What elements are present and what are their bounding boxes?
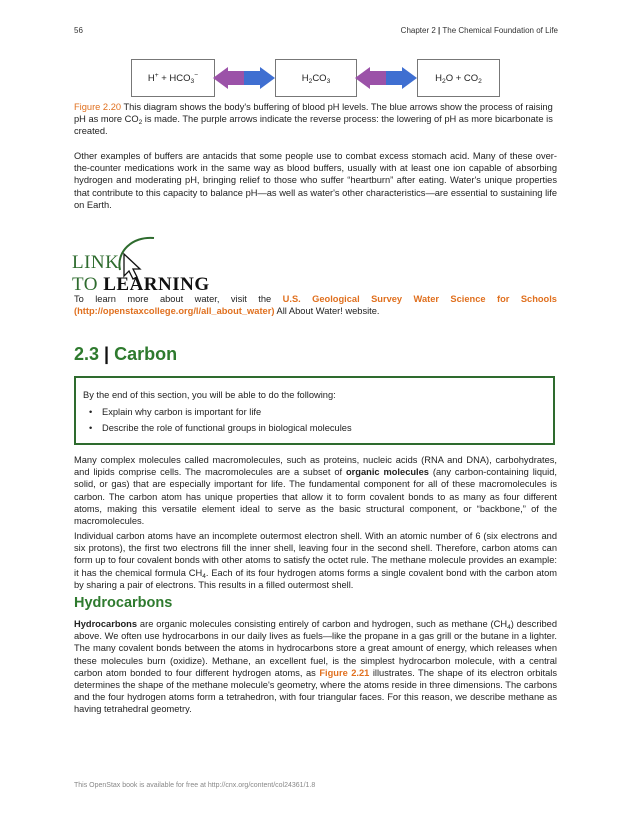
purple-arrow-icon [355,67,386,89]
reactant-box [131,59,215,97]
buffer-diagram [0,59,630,97]
usgs-water-link[interactable]: U.S. Geological Survey Water Science for Schools (http://openstaxcollege.org/l/all_about_water) [74,294,557,317]
blue-arrow-icon [386,67,417,89]
figure-label: Figure 2.20 [74,102,122,112]
buffers-paragraph: Other examples of buffers are antacids that some people use to combat excess stomach acid. Many of these over-the-counter medications work in the same way as blood buffers, usually with at least one ion capable of absorbing hydrogen and moderating pH, bringing relief to those who suffer “heartburn” after eating. Water's unique properties that contribute to this capacity to balance pH—as well as water's other characteristics—are essential to sustaining life on Earth. [74,151,557,210]
term-organic-molecules: organic molecules [346,467,429,478]
term-hydrocarbons: Hydrocarbons [74,619,138,629]
carbon-paragraph: Individual carbon atoms have an incomplete outermost electron shell. With an atomic number of 6 (six electrons and six protons), the first two electrons fill the inner shell, leaving four in the second shell. Therefore, carbon atoms can form up to four covalent bonds with other atoms to satisfy the octet rule. The methane molecule provides an example: it has the chemical formula $CH_4$. Each of its four hydrogen atoms forms a single covalent bond with the carbon atom by sharing a pair of electrons. This results in a filled outermost shell. [74,531,557,590]
learning-objectives-box [74,376,555,445]
footer-note: This OpenStax book is available for free at http://cnx.org/content/col24361/1.8 [74,782,316,789]
learning-word: LEARNING [103,274,210,295]
figure-2-21-link[interactable]: Figure 2.21 [319,667,370,678]
purple-arrow-icon [213,67,244,89]
hydrocarbons-paragraph: Hydrocarbons are organic molecules consisting entirely of carbon and hydrogen, such as methane $(CH_4)$ described above. We often use hydrocarbons in our daily lives as fuels—like the propane in a gas grill or the butane in a lighter. The many covalent bonds between the atoms in hydrocarbons store a great amount of energy, which releases when these molecules burn (oxidize). Methane, an excellent fuel, is the simplest hydrocarbon molecule, with a central carbon atom bonded to four different hydrogen atoms, as Figure 2.21 illustrates. The shape of its electron orbitals determines the shape of the methane molecule's geometry, where the atoms reside in three dimensions. The carbons and the four hydrogen atoms form a tetrahedron, with four triangular faces. For this reason, we describe methane as having tetrahedral geometry. [74,619,557,715]
product-box [417,59,500,97]
link-to-learning-logo [72,232,242,295]
section-title: Carbon [114,344,178,364]
objective-item: • Explain why carbon is important for life [102,407,261,417]
section-number: 2.3 [74,344,100,364]
product-formula: $H_2O + CO_2$ [435,72,482,85]
learning-paragraph: To learn more about water, visit the U.S. Geological Survey Water Science for Schools (http://openstaxcollege.org/l/all_about_water) All About Water! website. [74,294,557,317]
chapter-header: Chapter 2 | The Chemical Foundation of Life [400,26,558,35]
carbonic-acid-box [275,59,357,97]
link-to-word: LINK TO [72,252,120,295]
hydrocarbons-heading: Hydrocarbons [74,595,173,611]
blue-arrow-icon [244,67,275,89]
figure-caption: Figure 2.20 This diagram shows the body's buffering of blood pH levels. The blue arrows show the process of raising pH as more $CO_2$ is made. The purple arrows indicate the reverse process: the lowering of pH as more bicarbonate is created. [74,102,553,136]
reversible-arrow-right [355,67,417,89]
chapter-title: The Chemical Foundation of Life [442,26,558,35]
carbonic-acid-formula: $H_2CO_3$ [301,72,331,85]
section-separator: | [104,344,110,364]
reversible-arrow-left [213,67,275,89]
page-number: 56 [74,26,83,35]
chapter-prefix: Chapter 2 [400,26,436,35]
reactant-formula: $H^+ + HCO_3^-$ [147,71,199,85]
macromolecules-paragraph: Many complex molecules called macromolecules, such as proteins, nucleic acids (RNA and DNA), carbohydrates, and lipids comprise cells. The macromolecules are a subset of organic molecules (any carbon-containing liquid, solid, or gas) that are especially important for life. The fundamental component for all of these macromolecules is carbon. The carbon atom has unique properties that allow it to form covalent bonds to as many as four different atoms, making this versatile element ideal to serve as the basic structural component, or “backbone,” of the macromolecules. [74,455,557,527]
section-heading [74,344,177,365]
objectives-intro: By the end of this section, you will be able to do the following: [83,390,336,400]
objective-item: • Describe the role of functional groups in biological molecules [102,423,352,433]
